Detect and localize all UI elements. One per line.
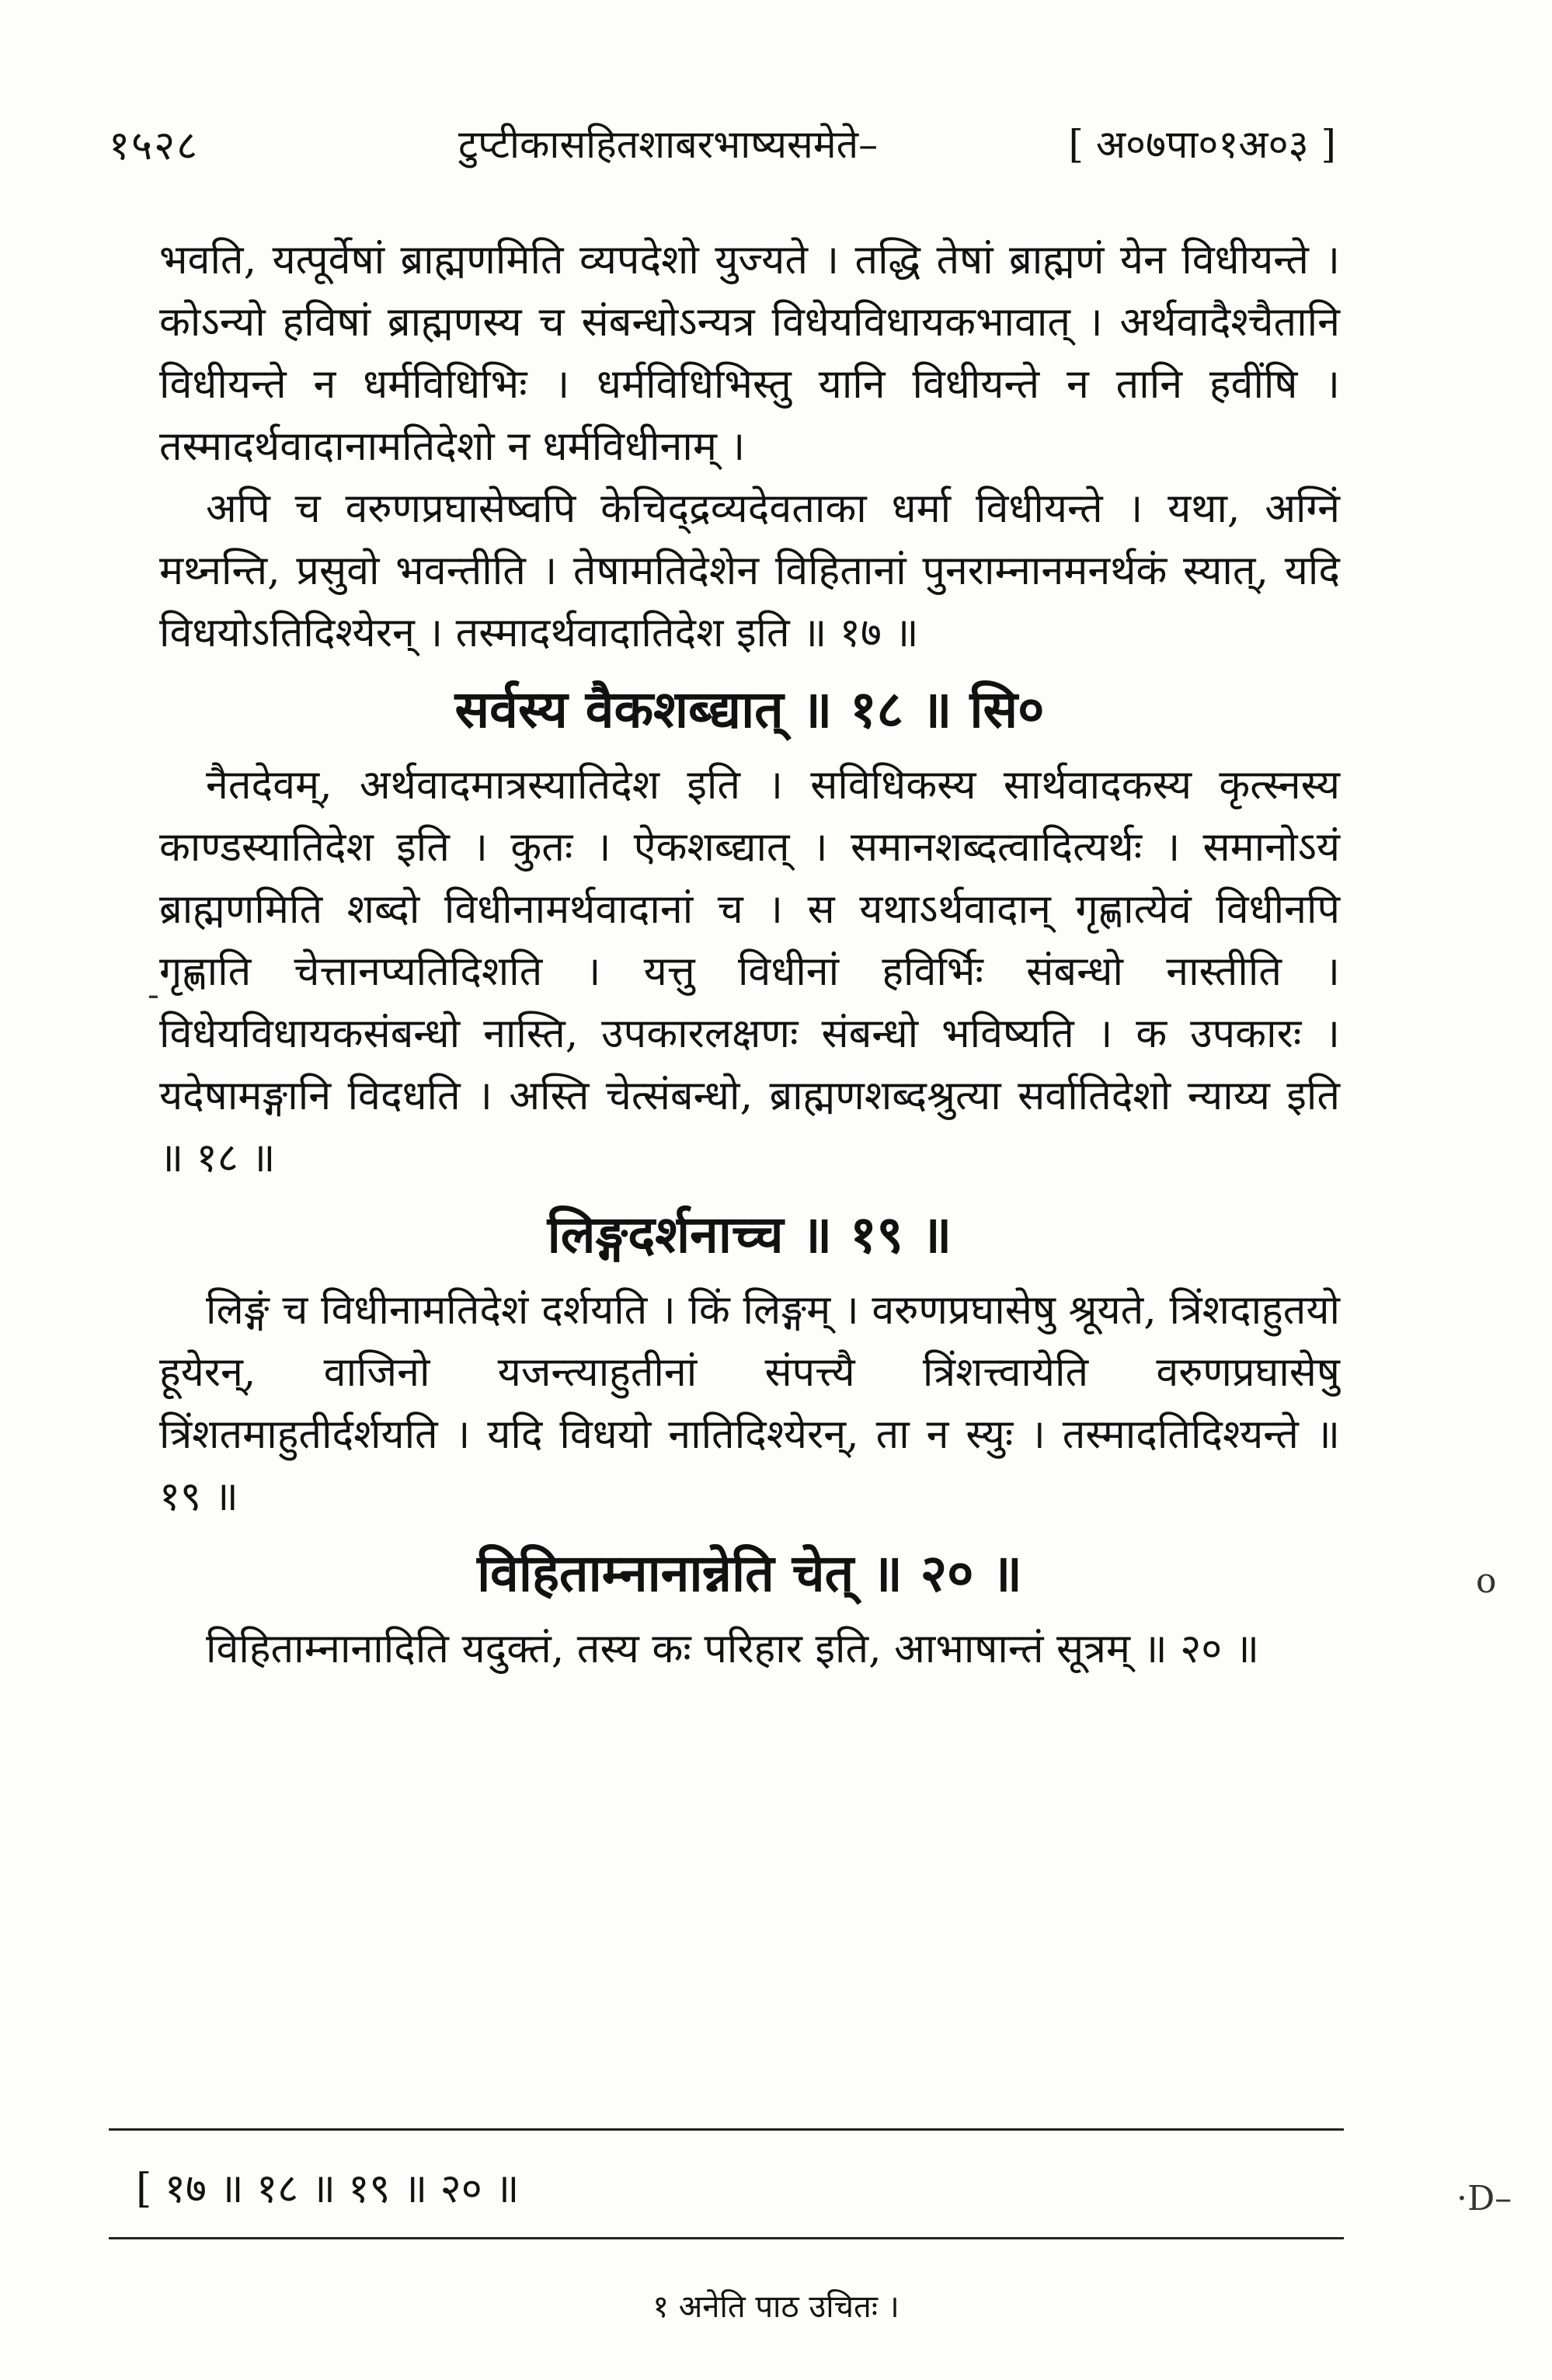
- paragraph-commentary-20: विहिताम्नानादिति यदुक्तं, तस्य कः परिहार इति, आभाषान्तं सूत्रम् ॥ २० ॥: [206, 1626, 1259, 1672]
- page-header: [109, 117, 1352, 171]
- paragraph-commentary-18: नैतदेवम्, अर्थवादमात्रस्यातिदेश इति । सविधिकस्य सार्थवादकस्य कृत्स्नस्य काण्डस्यातिदेश इति । कुतः । ऐकशब्द्यात् । समानशब्दत्वादित्यर्थः । समानोऽयं ब्राह्मणमिति शब्दो विधीनामर्थवादानां च । स यथाऽर्थवादान् गृह्णात्येवं विधीनपि गृह्णाति चेत्तानप्यतिदिशति । यत्तु विधीनां हविर्भिः संबन्धो नास्तीति । विधेयविधायकसंबन्धो नास्ति, उपकारलक्षणः संबन्धो भविष्यति । क उपकारः । यदेषामङ्गानि विदधति । अस्ति चेत्संबन्धो, ब्राह्मणशब्दश्रुत्या सर्वातिदेशो न्याय्य इति ॥ १८ ॥: [159, 762, 1340, 1181]
- sutra-heading-18: सर्वस्य वैकशब्द्यात् ॥ १८ ॥ सि०: [454, 679, 1045, 739]
- right-margin-mark-lower: ·D–: [1456, 2179, 1512, 2218]
- paragraph-commentary-17: अपि च वरुणप्रघासेष्वपि केचिद्द्रव्यदेवताका धर्मा विधीयन्ते । यथा, अग्निं मथ्नन्ति, प्रसुवो भवन्तीति । तेषामतिदेशेन विहितानां पुनराम्नानमनर्थकं स्यात्, यदि विधयोऽतिदिश्येरन् । तस्मादर्थवादातिदेश इति ॥ १७ ॥: [159, 485, 1340, 656]
- footer-rule-top: [109, 2128, 1344, 2131]
- paragraph-continuation: भवति, यत्पूर्वेषां ब्राह्मणमिति व्यपदेशो युज्यते । तद्धि तेषां ब्राह्मणं येन विधीयन्ते । कोऽन्यो हविषां ब्राह्मणस्य च संबन्धोऽन्यत्र विधेयविधायकभावात् । अर्थवादैश्चैतानि विधीयन्ते न धर्मविधिभिः । धर्मविधिभिस्तु यानि विधीयन्ते न तानि हवींषि । तस्मादर्थवादानामतिदेशो न धर्मविधीनाम् ।: [159, 237, 1340, 470]
- paragraph-commentary-19: लिङ्गं च विधीनामतिदेशं दर्शयति । किं लिङ्गम् । वरुणप्रघासेषु श्रूयते, त्रिंशदाहुतयो हूयेरन्, वाजिनो यजन्त्याहुतीनां संपत्त्यै त्रिंशत्त्वायेति वरुणप्रघासेषु त्रिंशतमाहुतीर्दर्शयति । यदि विधयो नातिदिश्येरन्, ता न स्युः । तस्मादतिदिश्यन्ते ॥ १९ ॥: [159, 1287, 1340, 1520]
- page-number: १५२८: [109, 123, 200, 169]
- sutra-heading-20: विहिताम्नानान्नेति चेत् ॥ २० ॥: [477, 1543, 1022, 1603]
- left-margin-mark: -: [148, 975, 159, 1014]
- page-body: [159, 229, 1340, 1680]
- verse-references: [ १७ ॥ १८ ॥ १९ ॥ २० ॥: [136, 2166, 520, 2212]
- right-margin-mark: o: [1476, 1561, 1497, 1601]
- footer-rule-bottom: [109, 2237, 1344, 2239]
- section-reference: [ अ०७पा०१अ०३ ]: [1068, 122, 1336, 167]
- sutra-heading-19: लिङ्गदर्शनाच्च ॥ १९ ॥: [547, 1204, 952, 1265]
- footnote: १ अनेति पाठ उचितः ।: [652, 2289, 900, 2325]
- running-title: टुप्टीकासहितशाबरभाष्यसमेते–: [458, 122, 879, 167]
